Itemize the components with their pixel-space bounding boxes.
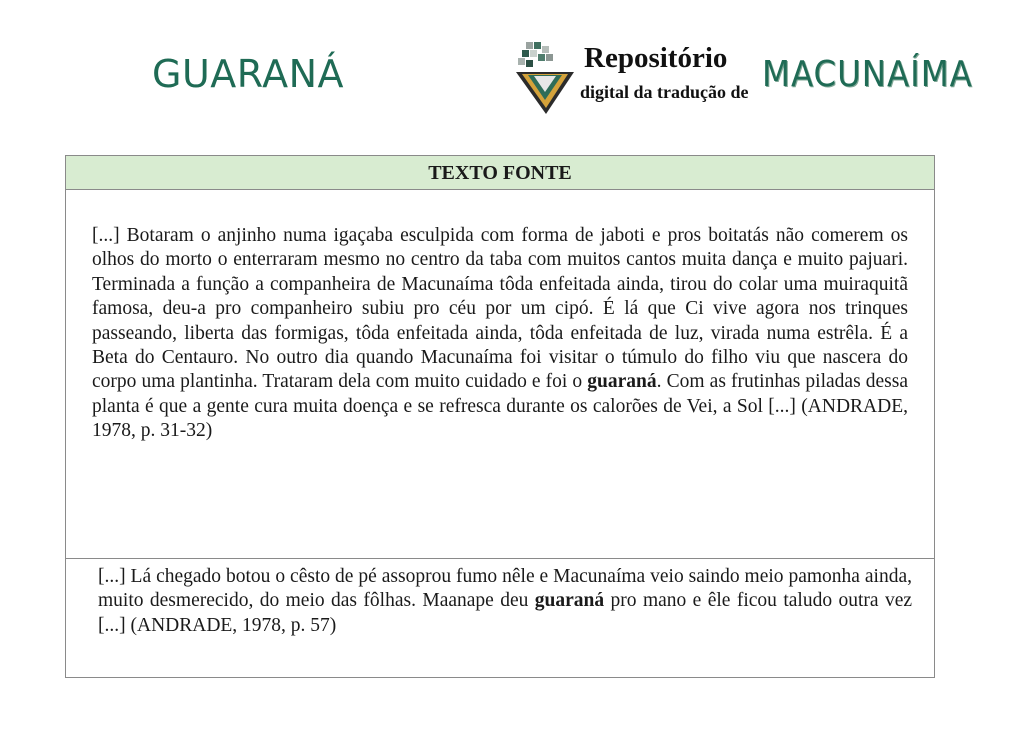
table-header: TEXTO FONTE <box>66 156 934 190</box>
repository-logo <box>512 38 973 118</box>
quote-text-start: [...] Lá chegado botou o cêsto de pé assoprou fumo nêle e Macunaíma veio saindo meio pamonha ainda, muito desmerecido, do meio das fôlhas. Maanape deu <box>98 566 912 612</box>
quote-text <box>92 224 908 444</box>
logo-title: Repositório <box>584 42 728 74</box>
logo-subtitle: digital da tradução de <box>580 82 749 102</box>
quote-text-end: . Com as frutinhas piladas dessa planta é que a gente cura muita doença e se refresca durante os calorões de Vei, a Sol [...] (ANDRADE, 1978, p. 31-32) <box>92 371 908 442</box>
quote-text <box>98 565 912 638</box>
highlighted-term: guaraná <box>534 590 605 612</box>
table-row <box>66 559 934 677</box>
table-row <box>66 190 934 559</box>
repository-logo-icon <box>512 38 584 118</box>
entry-title: GUARANÁ <box>152 52 345 96</box>
source-text-table <box>65 155 935 678</box>
quote-text-end: pro mano e êle ficou taludo outra vez [...] (ANDRADE, 1978, p. 57) <box>98 590 912 636</box>
highlighted-term: guaraná <box>587 371 657 393</box>
quote-text-start: [...] Botaram o anjinho numa igaçaba esculpida com forma de jaboti e pros boitatás não comerem os olhos do morto o enterraram mesmo no centro da taba com muitos cantos muita dança e muito pajuari. Terminada a função a companheira de Macunaíma tôda enfeitada ainda, tirou do colar uma muiraquitã famosa, deu-a pro companheiro subiu pro céu por um cipó. É lá que Ci vive agora nos trinques passeando, liberta das formigas, tôda enfeitada ainda, tôda enfeitada de luz, virada numa estrêla. É a Beta do Centauro. No outro dia quando Macunaíma foi visitar o túmulo do filho viu que nascera do corpo uma plantinha. Trataram dela com muito cuidado e foi o <box>92 225 908 393</box>
logo-wordmark: MACUNAÍMA <box>762 54 973 95</box>
